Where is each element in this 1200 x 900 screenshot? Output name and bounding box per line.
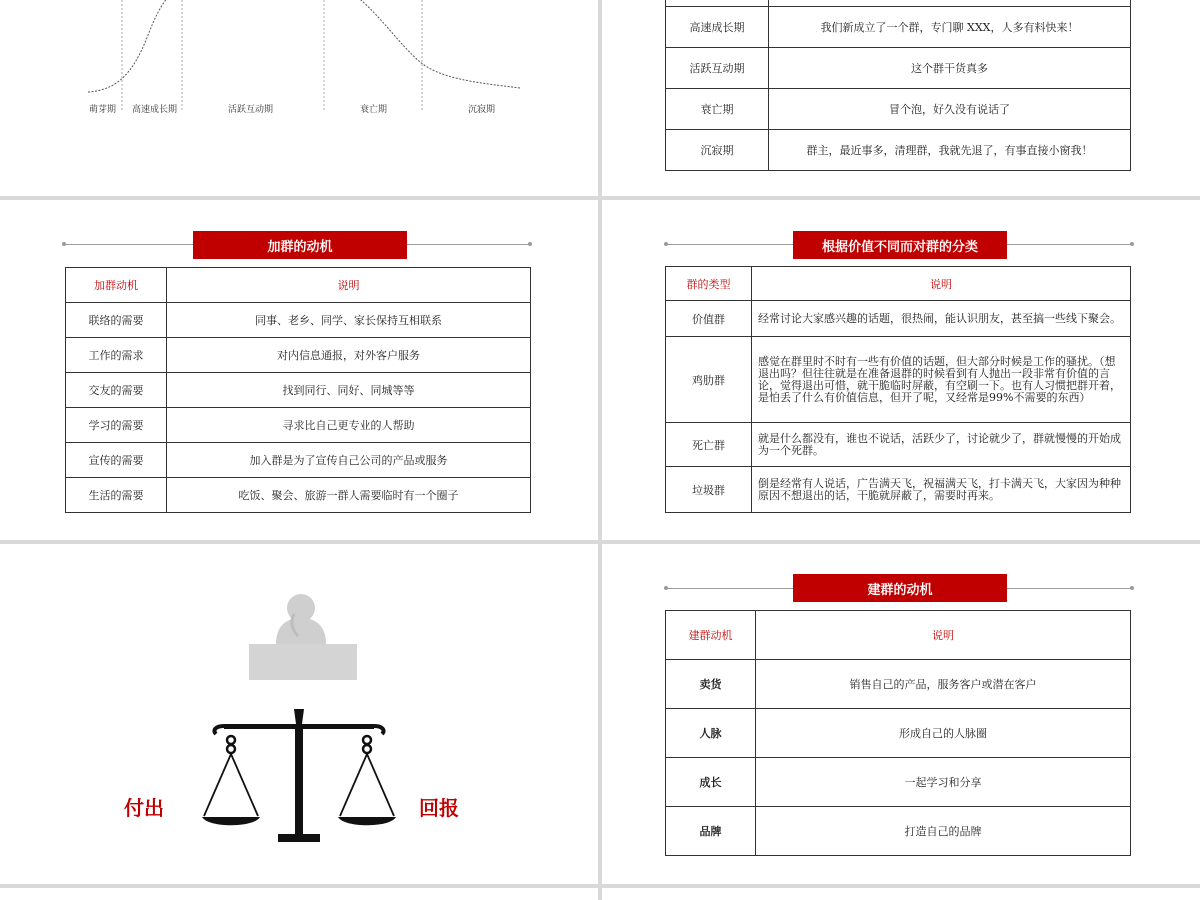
desc-cell: 一起学习和分享 (756, 758, 1131, 807)
quote-cell: 冒个泡，好久没有说话了 (769, 89, 1131, 130)
slide-title: 建群的动机 (793, 574, 1007, 602)
type-cell: 死亡群 (666, 423, 752, 467)
stage-label: 沉寂期 (468, 105, 496, 115)
give-label: 付出 (124, 796, 164, 820)
desc-cell: 同事、老乡、同学、家长保持互相联系 (167, 303, 531, 338)
desc-cell: 寻求比自己更专业的人帮助 (167, 408, 531, 443)
desc-cell: 对内信息通报，对外客户服务 (167, 338, 531, 373)
table-row (666, 758, 1131, 807)
column-header: 建群动机 (666, 611, 756, 660)
slide-build-motive (602, 544, 1200, 884)
value-class-table (665, 266, 1131, 513)
table-row (666, 807, 1131, 856)
stage-cell: 衰亡期 (666, 89, 769, 130)
table-row (666, 130, 1131, 171)
column-header: 说明 (752, 267, 1131, 301)
column-header: 说明 (756, 611, 1131, 660)
table-row (66, 373, 531, 408)
table-row (66, 338, 531, 373)
join-motive-table (65, 267, 531, 513)
slide-value-class (602, 200, 1200, 540)
slide-balance (0, 544, 598, 884)
balance-scale-icon (194, 704, 404, 854)
quote-cell: 群主，最近事多，清理群，我就先退了，有事直接小窗我！ (769, 130, 1131, 171)
type-cell: 垃圾群 (666, 467, 752, 513)
quote-cell: 我们新成立了一个群，专门聊 XXX，人多有料快来！ (769, 7, 1131, 48)
build-motive-table (665, 610, 1131, 856)
table-row (66, 478, 531, 513)
desc-cell: 形成自己的人脉圈 (756, 709, 1131, 758)
table-row (666, 89, 1131, 130)
slide-lifecycle-table (602, 0, 1200, 196)
slide-lifecycle-curve (0, 0, 598, 196)
reward-label: 回报 (419, 796, 459, 820)
column-header: 说明 (167, 268, 531, 303)
table-row (666, 48, 1131, 89)
motive-cell: 工作的需求 (66, 338, 167, 373)
column-header: 群的类型 (666, 267, 752, 301)
motive-cell: 卖货 (666, 660, 756, 709)
motive-cell: 人脉 (666, 709, 756, 758)
stage-label: 高速成长期 (132, 105, 178, 115)
table-header-row (66, 268, 531, 303)
slide-title: 加群的动机 (193, 231, 407, 259)
slide-join-motive (0, 200, 598, 540)
type-cell: 鸡肋群 (666, 337, 752, 423)
table-row (666, 709, 1131, 758)
table-row (66, 303, 531, 338)
table-row (666, 467, 1131, 513)
slide-title: 根据价值不同而对群的分类 (793, 231, 1007, 259)
slide-partial (602, 888, 1200, 900)
lifecycle-curve-graphic (0, 0, 598, 196)
desc-cell: 吃饭、聚会、旅游一群人需要临时有一个圈子 (167, 478, 531, 513)
stage-cell: 活跃互动期 (666, 48, 769, 89)
motive-cell: 成长 (666, 758, 756, 807)
slide-partial (0, 888, 598, 900)
table-row (66, 408, 531, 443)
desc-cell: 打造自己的品牌 (756, 807, 1131, 856)
motive-cell: 品牌 (666, 807, 756, 856)
motive-cell: 交友的需要 (66, 373, 167, 408)
table-row (666, 301, 1131, 337)
table-header-row (666, 611, 1131, 660)
thinker-illustration (246, 586, 366, 686)
motive-cell: 联络的需要 (66, 303, 167, 338)
desc-cell: 加入群是为了宣传自己公司的产品或服务 (167, 443, 531, 478)
table-header-row (666, 267, 1131, 301)
motive-cell: 生活的需要 (66, 478, 167, 513)
table-row (666, 423, 1131, 467)
stage-cell: 高速成长期 (666, 7, 769, 48)
motive-cell: 学习的需要 (66, 408, 167, 443)
table-row (666, 660, 1131, 709)
type-cell: 价值群 (666, 301, 752, 337)
lifecycle-table (665, 0, 1131, 171)
lifecycle-curve (88, 0, 520, 92)
desc-cell: 感觉在群里时不时有一些有价值的话题，但大部分时候是工作的骚扰。（想退出吗？但往往就是在准备退群的时候看到有人抛出一段非常有价值的言论，觉得退出可惜，就干脆临时屏蔽，有空刷一下。也有人习惯把群开着，是怕丢了什么有价值信息，但开了呢，又经常是99%不需要的东西） (752, 337, 1131, 423)
motive-cell: 宣传的需要 (66, 443, 167, 478)
stage-label: 萌芽期 (89, 105, 117, 115)
quote-cell: 这个群干货真多 (769, 48, 1131, 89)
stage-label: 衰亡期 (360, 105, 388, 115)
table-row (66, 443, 531, 478)
desc-cell: 销售自己的产品，服务客户或潜在客户 (756, 660, 1131, 709)
desc-cell: 就是什么都没有，谁也不说话，活跃少了，讨论就少了，群就慢慢的开始成为一个死群。 (752, 423, 1131, 467)
desc-cell: 倒是经常有人说话，广告满天飞，祝福满天飞，打卡满天飞，大家因为种种原因不想退出的话，干脆就屏蔽了，需要时再来。 (752, 467, 1131, 513)
stage-label: 活跃互动期 (228, 105, 274, 115)
desc-cell: 经常讨论大家感兴趣的话题，很热闹，能认识朋友，甚至搞一些线下聚会。 (752, 301, 1131, 337)
table-row (666, 7, 1131, 48)
table-row (666, 337, 1131, 423)
desc-cell: 找到同行、同好、同城等等 (167, 373, 531, 408)
stage-cell: 沉寂期 (666, 130, 769, 171)
column-header: 加群动机 (66, 268, 167, 303)
